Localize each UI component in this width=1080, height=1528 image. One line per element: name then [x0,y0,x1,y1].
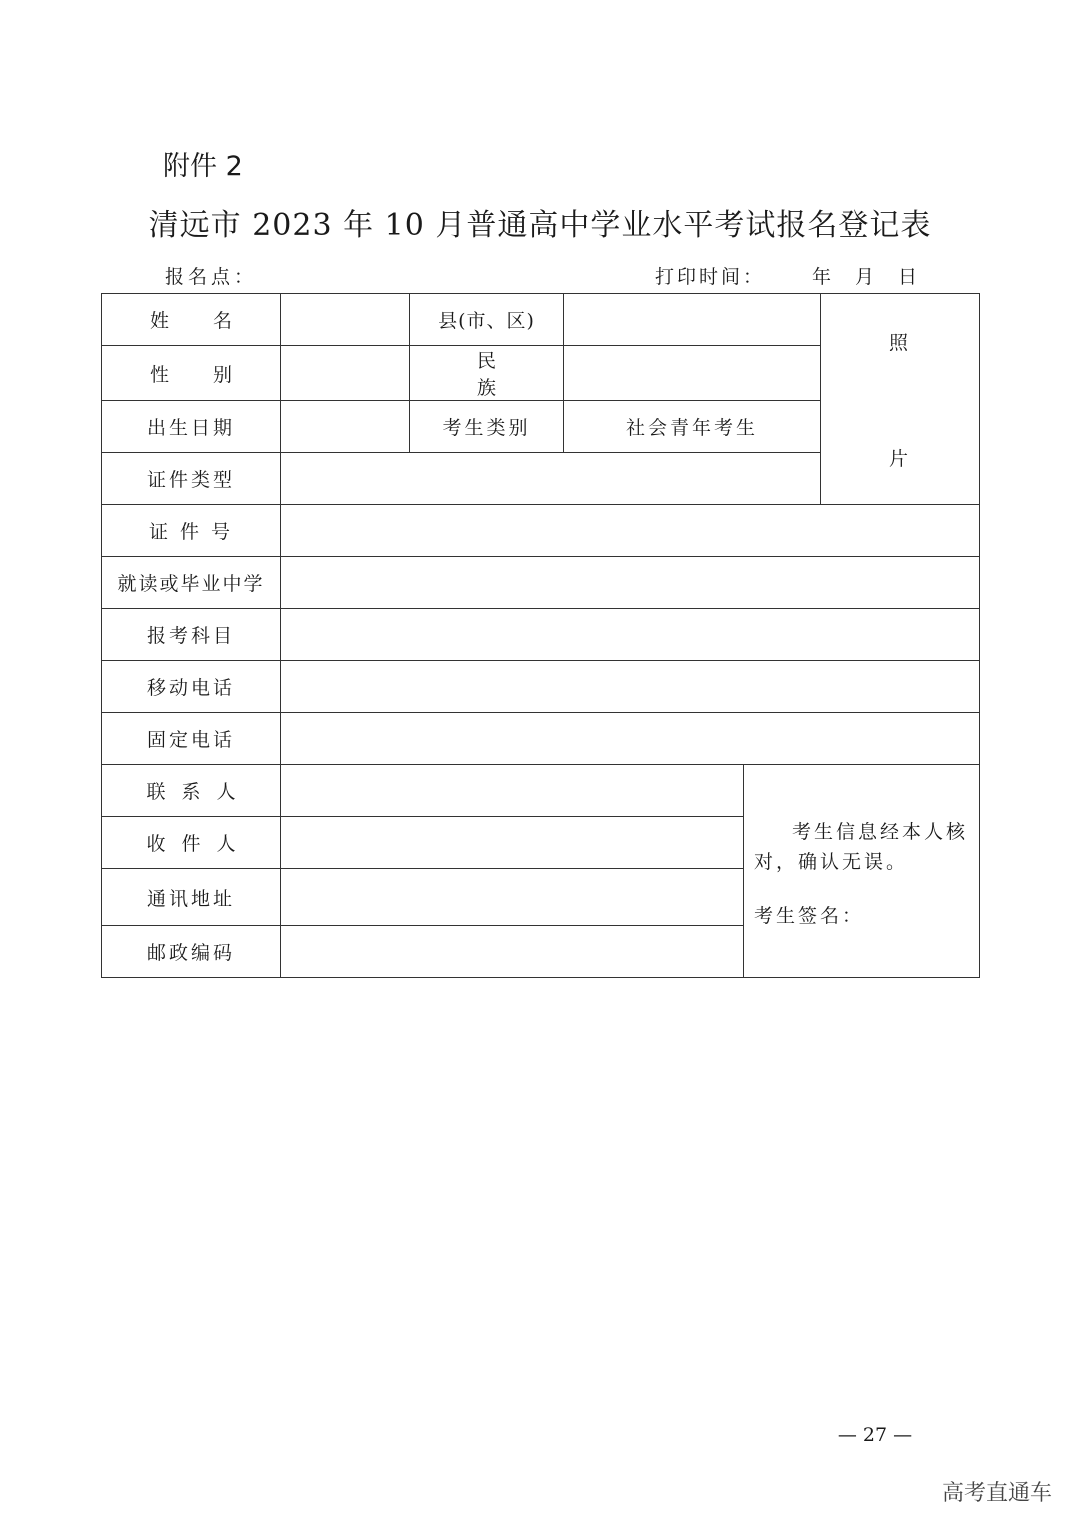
signature-label: 考生签名： [754,905,865,927]
print-time-label: 打印时间： [655,266,766,288]
page-number-text: — 27 — [837,1424,913,1446]
mobile-field[interactable] [281,661,980,713]
name-field[interactable] [281,294,410,346]
address-label: 通讯地址 [102,869,281,926]
candidate-type-value: 社会青年考生 [564,401,821,453]
contact-label: 联系人 [102,765,281,817]
photo-label-bottom: 片 [888,448,911,470]
address-field[interactable] [281,869,744,926]
recipient-label: 收件人 [102,817,281,869]
photo-label-top: 照 [888,332,911,354]
registration-point-label: 报名点： [165,266,258,288]
school-field[interactable] [281,557,980,609]
print-day-label: 日 [898,266,918,288]
form-title: 清远市 2023 年 10 月普通高中学业水平考试报名登记表 [148,208,932,243]
print-month-label: 月 [855,266,875,288]
landline-field[interactable] [281,713,980,765]
id-number-field[interactable] [281,505,980,557]
contact-field[interactable] [281,765,744,817]
ethnicity-field[interactable] [564,346,821,401]
ethnicity-label: 民族 [410,346,564,401]
birth-date-field[interactable] [281,401,410,453]
landline-label: 固定电话 [102,713,281,765]
birth-date-label: 出生日期 [102,401,281,453]
print-year-label: 年 [812,266,832,288]
county-label: 县(市、区) [410,294,564,346]
watermark: 高考直通车 [941,1481,1052,1506]
county-field[interactable] [564,294,821,346]
postcode-field[interactable] [281,926,744,978]
photo-box[interactable] [821,294,980,505]
confirmation-text: 考生信息经本人核对，确认无误。 [754,821,969,873]
id-type-label: 证件类型 [102,453,281,505]
confirmation-box[interactable] [744,765,980,978]
page-number [0,1424,1080,1446]
name-label: 姓名 [102,294,281,346]
mobile-label: 移动电话 [102,661,281,713]
registration-form-table [101,293,980,978]
gender-field[interactable] [281,346,410,401]
id-type-field[interactable] [281,453,821,505]
gender-label: 性别 [102,346,281,401]
subjects-field[interactable] [281,609,980,661]
candidate-type-label: 考生类别 [410,401,564,453]
id-number-label: 证 件 号 [102,505,281,557]
postcode-label: 邮政编码 [102,926,281,978]
school-label: 就读或毕业中学 [102,557,281,609]
attachment-label: 附件 2 [163,151,243,182]
recipient-field[interactable] [281,817,744,869]
subjects-label: 报考科目 [102,609,281,661]
